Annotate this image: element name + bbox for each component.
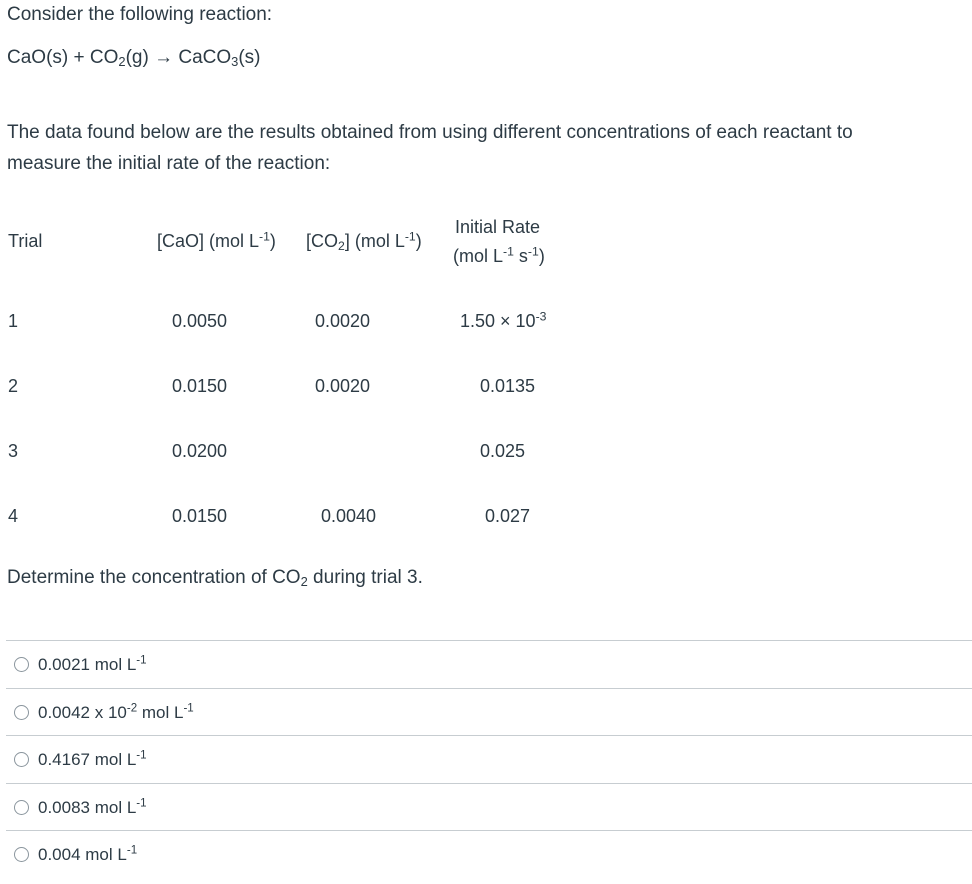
answer-option-4[interactable]	[6, 783, 972, 831]
radio-button-icon[interactable]	[14, 847, 29, 862]
option-text: 0.0021 mol L	[38, 654, 137, 674]
header-co2-sub: 2	[338, 239, 345, 254]
prompt-subscript: 2	[300, 574, 308, 590]
row-3-rate: 0.025	[480, 441, 526, 461]
answer-option-1[interactable]	[6, 640, 972, 688]
option-label	[38, 655, 147, 675]
option-sup: -1	[136, 797, 147, 810]
answer-option-5[interactable]	[6, 830, 972, 878]
row-1-rate-value: 1.50 × 10	[460, 311, 536, 331]
row-3-trial: 3	[8, 441, 19, 461]
header-co2-text: [CO	[306, 231, 339, 251]
header-co2-end: )	[415, 231, 422, 251]
reaction-part: (g) → CaCO	[125, 47, 232, 68]
option-label	[38, 798, 147, 818]
row-1-rate-exponent: -3	[535, 309, 547, 324]
prompt-text: during trial 3.	[307, 567, 423, 588]
header-cao-text: [CaO] (mol L	[157, 231, 260, 251]
header-rate-line2	[453, 246, 545, 267]
option-text: 0.4167 mol L	[38, 749, 137, 769]
row-1-cao: 0.0050	[172, 311, 228, 331]
answer-option-2[interactable]	[6, 688, 972, 736]
option-text: mol L	[137, 702, 184, 722]
option-text: 0.0042 x 10	[38, 702, 127, 722]
radio-button-icon[interactable]	[14, 800, 29, 815]
header-co2-sup: -1	[404, 229, 416, 244]
reaction-equation	[7, 47, 260, 69]
reaction-subscript: 3	[231, 54, 239, 70]
header-rate-text: s	[513, 246, 528, 266]
radio-button-icon[interactable]	[14, 657, 29, 672]
description-line-2: measure the initial rate of the reaction:	[7, 153, 331, 174]
option-sup: -1	[136, 749, 147, 762]
row-1-co2: 0.0020	[315, 311, 371, 331]
radio-button-icon[interactable]	[14, 752, 29, 767]
header-trial: Trial	[8, 231, 43, 251]
row-1-rate	[460, 311, 546, 332]
row-4-rate: 0.027	[485, 506, 531, 526]
description-line-1: The data found below are the results obtained from using different concentrations of each reactant to	[7, 122, 853, 143]
header-rate-sup: -1	[503, 244, 514, 259]
header-cao-end: )	[269, 231, 276, 251]
radio-button-icon[interactable]	[14, 705, 29, 720]
row-4-cao: 0.0150	[172, 506, 228, 526]
option-text: 0.0083 mol L	[38, 797, 137, 817]
prompt-text: Determine the concentration of CO	[7, 567, 301, 588]
reaction-subscript: 2	[118, 54, 126, 70]
option-text: 0.004 mol L	[38, 844, 127, 864]
header-rate-end: )	[538, 246, 545, 266]
option-sup: -1	[136, 654, 147, 667]
option-sup: -1	[183, 702, 194, 715]
row-2-co2: 0.0020	[315, 376, 371, 396]
option-label	[38, 703, 194, 723]
row-2-trial: 2	[8, 376, 19, 396]
row-4-trial: 4	[8, 506, 19, 526]
row-1-trial: 1	[8, 311, 19, 331]
option-sup: -1	[126, 844, 138, 857]
row-2-cao: 0.0150	[172, 376, 228, 396]
option-label	[38, 750, 147, 770]
header-rate-text: (mol L	[453, 246, 504, 266]
row-4-co2: 0.0040	[321, 506, 377, 526]
header-cao	[157, 231, 276, 252]
row-3-cao: 0.0200	[172, 441, 228, 461]
header-co2	[306, 231, 422, 252]
option-sup: -2	[126, 702, 138, 715]
answer-option-3[interactable]	[6, 735, 972, 783]
question-prompt	[7, 567, 423, 589]
question-intro: Consider the following reaction:	[7, 4, 273, 25]
header-rate-line1: Initial Rate	[455, 217, 541, 237]
row-2-rate: 0.0135	[480, 376, 536, 396]
reaction-part: (s)	[238, 47, 261, 68]
header-cao-sup: -1	[259, 229, 270, 244]
reaction-part: CaO(s) + CO	[7, 47, 119, 68]
header-co2-text: ] (mol L	[344, 231, 405, 251]
option-label	[38, 845, 137, 865]
header-rate-sup: -1	[527, 244, 539, 259]
